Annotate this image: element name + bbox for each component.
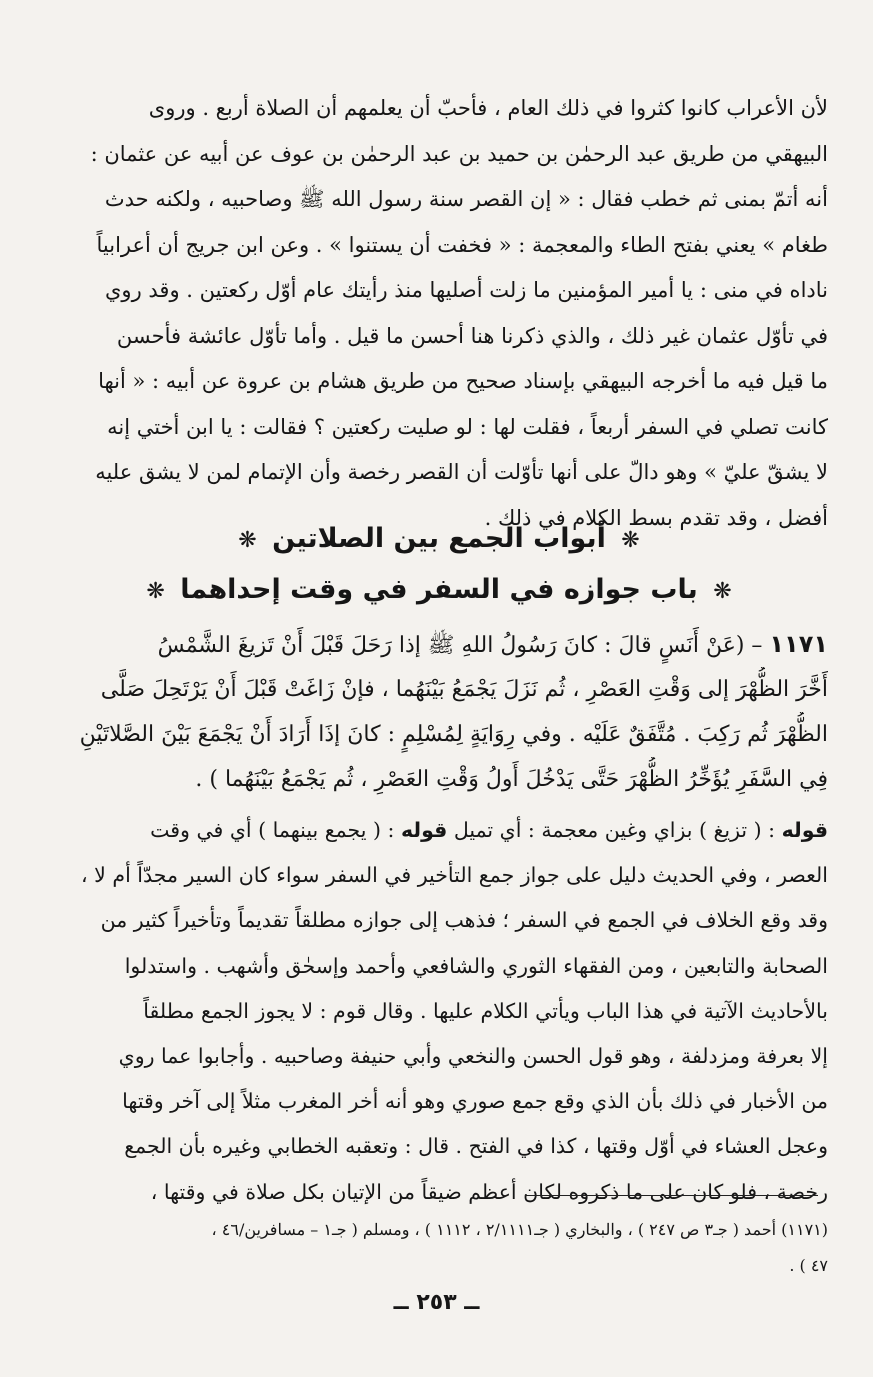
ornament-star-icon: ❋ <box>621 528 640 553</box>
footnote-line: ٤٧ ) . <box>789 1256 828 1275</box>
ornament-star-icon: ❋ <box>713 579 732 604</box>
text-line: لأن الأعراب كانوا كثروا في ذلك العام ، فأحبّ أن يعلمهم أن الصلاة أربع . وروى <box>148 96 828 120</box>
qawluhu-label: قوله <box>400 818 448 842</box>
commentary-fragment: : ( يجمع بينهما ) أي في وقت <box>150 818 401 842</box>
hadith-line: الظُّهْرَ ثُم رَكِبَ . مُتَّفَقٌ عَلَيْه . وفي رِوَايَةٍ لِمُسْلِمٍ : كانَ إذَا أَرَادَ أَنْ يَجْمَعَ بَيْنَ الصَّلاتَيْنِ <box>79 722 828 747</box>
text-line: لا يشقّ عليّ » وهو دالّ على أنها تأوّلت أن القصر رخصة وأن الإتمام لمن لا يشق عليه <box>95 460 828 484</box>
hadith-number: ١١٧١ <box>769 630 828 658</box>
text-line: طغام » يعني بفتح الطاء والمعجمة : « فخفت أن يستنوا » . وعن ابن جريج أن أعرابياً <box>96 232 828 257</box>
commentary-line: من الأخبار في ذلك بأن الذي وقع جمع صوري وهو أنه أخر المغرب مثلاً إلى آخر وقتها <box>122 1089 828 1114</box>
ornament-star-icon: ❋ <box>238 528 257 553</box>
commentary-text <box>48 808 828 1215</box>
commentary-line: إلا بعرفة ومزدلفة ، وهو قول الحسن والنخعي وأبي حنيفة وصاحبيه . وأجابوا عما روي <box>118 1043 828 1068</box>
text-line: ما قيل فيه ما أخرجه البيهقي بإسناد صحيح من طريق هشام بن عروة عن أبيه : « أنها <box>98 369 828 393</box>
chapter-heading <box>50 517 828 563</box>
commentary-line: العصر ، وفي الحديث دليل على جواز جمع التأخير في السفر سواء كان السير مجدّاً أم لا ، <box>81 863 828 888</box>
commentary-line: الصحابة والتابعين ، ومن الفقهاء الثوري والشافعي وأحمد وإسحٰق وأشهب . واستدلوا <box>124 953 828 978</box>
footnote <box>45 1212 828 1284</box>
text-line: كانت تصلي في السفر أربعاً ، فقلت لها : لو صليت ركعتين ؟ فقالت : يا ابن أختي إنه <box>107 414 828 439</box>
section-heading <box>50 568 828 614</box>
text-line: البيهقي من طريق عبد الرحمٰن بن حميد بن عبد الرحمٰن بن عوف عن أبيه عن عثمان : <box>90 141 828 166</box>
text-line: أفضل ، وقد تقدم بسط الكلام في ذلك . <box>484 505 828 530</box>
hadith-text <box>45 622 828 802</box>
text-line: في تأوّل عثمان غير ذلك ، والذي ذكرنا هنا أحسن ما قيل . وأما تأوّل عائشة فأحسن <box>116 323 828 348</box>
section-title: باب جوازه في السفر في وقت إحداهما <box>180 574 698 605</box>
hadith-line <box>45 622 828 667</box>
commentary-fragment: : ( تزيغ ) بزاي وغين معجمة : أي تميل <box>447 818 782 842</box>
hadith-line: فِي السَّفَرِ يُؤَخِّرُ الظُّهْرَ حَتَّى يَدْخُلَ أَولُ وَقْتِ العَصْرِ ، ثُم يَجْمَعُ بَيْنَهُما ) . <box>195 767 828 792</box>
commentary-line <box>48 808 828 853</box>
commentary-line: وقد وقع الخلاف في الجمع في السفر ؛ فذهب إلى جوازه مطلقاً تقديماً وتأخيراً كثير من <box>100 908 828 933</box>
commentary-line: بالأحاديث الآتية في هذا الباب ويأتي الكلام عليها . وقال قوم : لا يجوز الجمع مطلقاً <box>143 998 828 1023</box>
ornament-star-icon: ❋ <box>146 579 165 604</box>
hadith-line: أَخَّرَ الظُّهْرَ إلى وَقْتِ العَصْرِ ، ثُم نَزَلَ يَجْمَعُ بَيْنَهُما ، فإنْ زَاغَتْ قَبْلَ أَنْ يَرْتَحِلَ صَلَّى <box>100 677 828 702</box>
commentary-line: رخصة ، فلو كان على ما ذكروه لكان أعظم ضيقاً من الإتيان بكل صلاة في وقتها ، <box>150 1179 828 1204</box>
qawluhu-label: قوله <box>781 818 828 842</box>
text-line: أنه أتمّ بمنى ثم خطب فقال : « إن القصر سنة رسول الله ﷺ وصاحبيه ، ولكنه حدث <box>104 187 828 211</box>
text-line: ناداه في منى : يا أمير المؤمنين ما زلت أصليها منذ رأيتك عام أوّل ركعتين . وقد روي <box>105 278 828 302</box>
commentary-continuation <box>50 86 828 541</box>
page-number: ــ ٢٥٣ ــ <box>393 1290 480 1315</box>
commentary-line: وعجل العشاء في أوّل وقتها ، كذا في الفتح . قال : وتعقبه الخطابي وغيره بأن الجمع <box>124 1134 828 1159</box>
footnote-divider <box>525 1195 818 1196</box>
hadith-line-text: – (عَنْ أَنَسٍ قالَ : كانَ رَسُولُ اللهِ ﷺ إذا رَحَلَ قَبْلَ أَنْ تَزيغَ الشَّمْسُ <box>157 633 770 658</box>
footnote-line: (١١٧١) أحمد ( جـ٣ ص ٢٤٧ ) ، والبخاري ( جـ٢/١١١١ ، ١١١٢ ) ، ومسلم ( جـ١ – مسافرين/٤٦ ، <box>211 1220 828 1239</box>
chapter-title: أبواب الجمع بين الصلاتين <box>272 523 606 554</box>
